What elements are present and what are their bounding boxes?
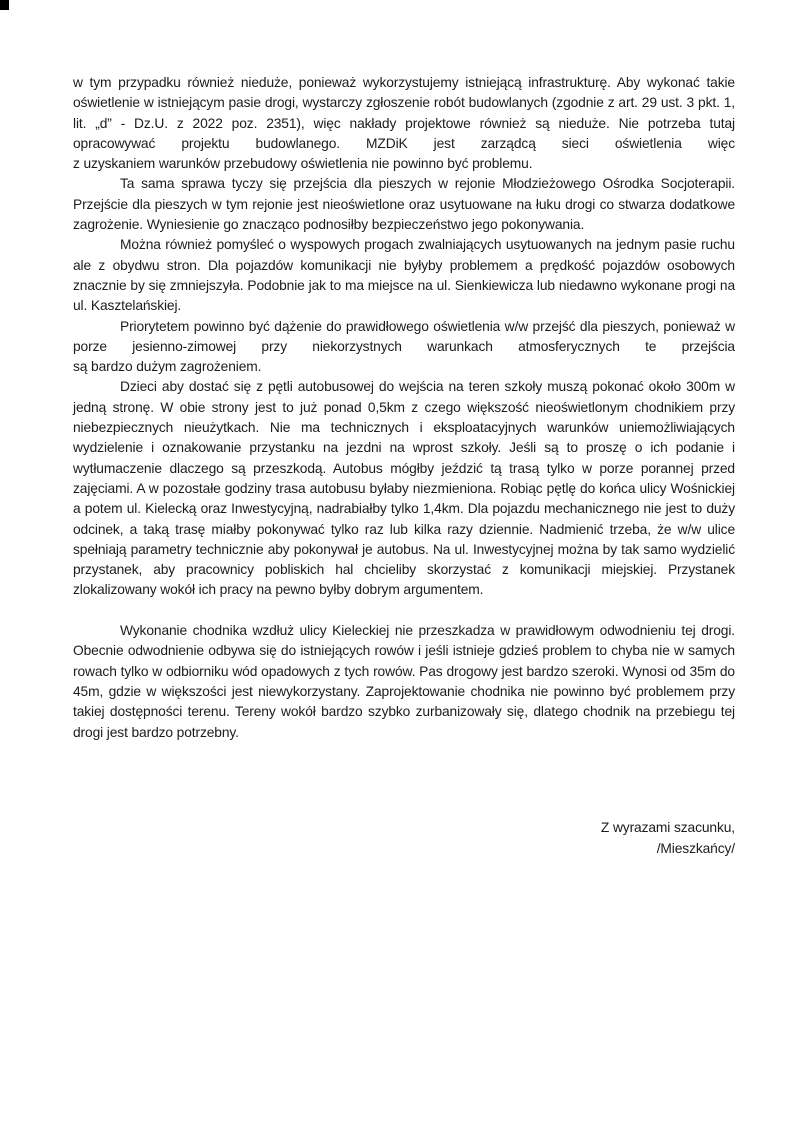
closing-salutation: Z wyrazami szacunku, — [600, 820, 735, 835]
closing-block — [601, 817, 735, 859]
paragraph-sidewalk: Wykonanie chodnika wzdłuż ulicy Kieleckiej nie przeszkadza w prawidłowym odwodnieniu tej drogi. Obecnie odwodnienie odbywa się do istniejących rowów i jeśli istnieje gdzieś problem to chyba nie w samych rowach tylko w odbiorniku wód opadowych z tych rowów. Pas drogowy jest bardzo szeroki. Wynosi od 35m do 45m, gdzie w większości jest niewykorzystany. Zaprojektowanie chodnika nie powinno być problemem przy takiej dostępności terenu. Tereny wokół bardzo szybko zurbanizowały się, dlatego chodnik na przebiegu tej drogi jest bardzo potrzebny. — [73, 623, 735, 740]
closing-signature: /Mieszkańcy/ — [656, 841, 735, 856]
paragraph-lighting-costs-last-line: z uzyskaniem warunków przebudowy oświetlenia nie powinno być problemu. — [73, 156, 533, 172]
paragraph-speed-bumps: Można również pomyśleć o wyspowych progach zwalniających usytuowanych na jednym pasie ruchu ale z obydwu stron. Dla pojazdów komunikacji nie byłyby problemem a prędkość pojazdów osobowych znacznie by się zmniejszyła. Podobnie jak to ma miejsce na ul. Sienkiewicza lub niedawno wykonane progi na ul. Kasztelańskiej. — [73, 237, 735, 314]
paragraph-lighting-costs — [73, 73, 735, 174]
paragraph-lighting-priority-stretched-text: Priorytetem powinno być dążenie do prawidłowego oświetlenia w/w przejść dla pieszych, ponieważ w porze jesienno-zimowej przy niekorzystnych warunkach atmosferycznych te przejścia — [73, 318, 735, 354]
paragraph-lighting-priority — [73, 317, 735, 378]
paragraph-pedestrian-crossing: Ta sama sprawa tyczy się przejścia dla pieszych w rejonie Młodzieżowego Ośrodka Socjoterapii. Przejście dla pieszych w tym rejonie jest nieoświetlone oraz usytuowane na łuku drogi co stwarza dodatkowe zagrożenie. Wyniesienie go znacząco podnosiłby bezpieczeństwo jego pokonywania. — [73, 176, 735, 233]
paragraph-bus-route: Dzieci aby dostać się z pętli autobusowej do wejścia na teren szkoły muszą pokonać około 300m w jedną stronę. W obie strony jest to już ponad 0,5km z czego większość nieoświetlonym chodnikiem przy niebezpiecznych nieużytkach. Nie ma technicznych i eksploatacyjnych warunków uniemożliwiających wydzielenie i oznakowanie przystanku na jezdni na wprost szkoły. Jeśli są to proszę o ich podanie i wytłumaczenie dlaczego są przeszkodą. Autobus mógłby jeździć tą trasą tylko w porze porannej przed zajęciami. A w pozostałe godziny trasa autobusu byłaby niezmieniona. Robiąc pętlę do końca ulicy Wośnickiej a potem ul. Kielecką oraz Inwestycyjną, nadrabiałby tylko 1,4km. Dla pojazdu mechanicznego nie jest to duży odcinek, a taką trasę miałby pokonywać tylko raz lub kilka razy dziennie. Nadmienić trzeba, że w/w ulice spełniają parametry technicznie aby pokonywał je autobus. Na ul. Inwestycyjnej można by tak samo wydzielić przystanek, aby pracownicy pobliskich hal chcieliby skorzystać z komunikacji miejskiej. Przystanek zlokalizowany wokół ich pracy na pewno byłby dobrym argumentem. — [73, 379, 735, 598]
scan-artifact-mark — [0, 0, 9, 10]
paragraph-lighting-costs-stretched-text: w tym przypadku również nieduże, ponieważ wykorzystujemy istniejącą infrastrukturę. Aby wykonać takie oświetlenie w istniejącym pasie drogi, wystarczy zgłoszenie robót budowlanych (zgodnie z art. 29 ust. 3 pkt. 1, lit. „d” - Dz.U. z 2022 poz. 2351), więc nakłady projektowe również są nieduże. Nie potrzeba tutaj opracowywać projektu budowlanego. MZDiK jest zarządcą sieci oświetlenia więc — [73, 75, 735, 151]
letter-body — [73, 73, 735, 743]
paragraph-lighting-priority-last-line: są bardzo dużym zagrożeniem. — [73, 359, 262, 375]
